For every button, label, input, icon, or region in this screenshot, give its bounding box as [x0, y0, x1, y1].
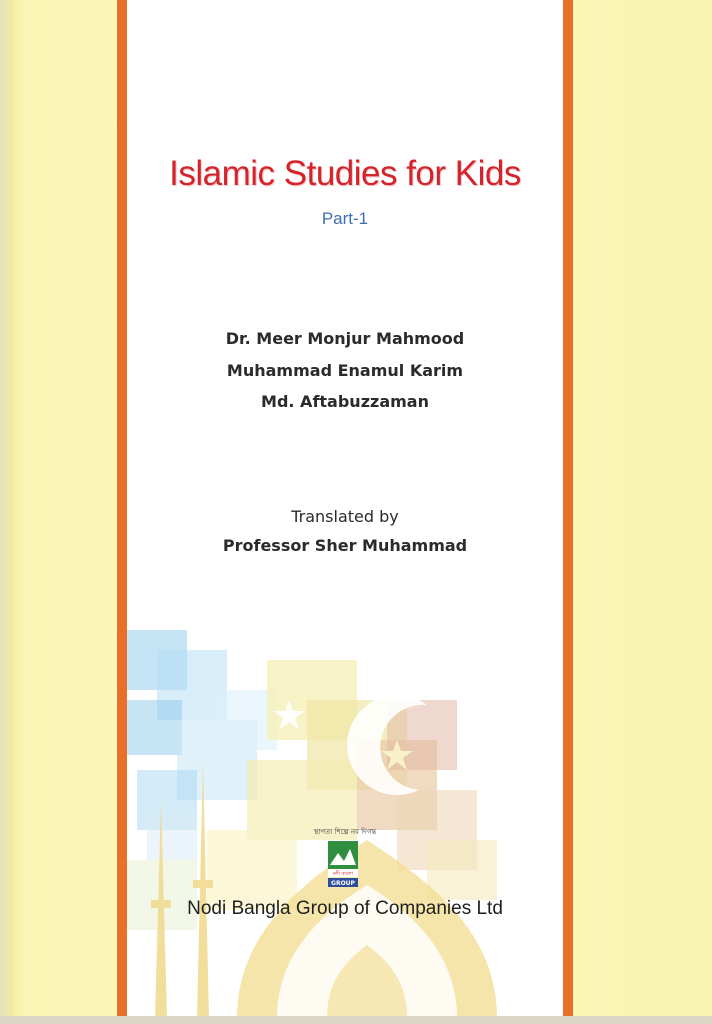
left-edge-shadow [0, 0, 14, 1024]
book-part: Part-1 [321, 209, 369, 228]
publisher-name: Nodi Bangla Group of Companies Ltd [187, 898, 503, 919]
author-3: Md. Aftabuzzaman [261, 392, 429, 411]
author-2: Muhammad Enamul Karim [226, 361, 464, 380]
left-orange-band [117, 0, 127, 1018]
author-1: Dr. Meer Monjur Mahmood [225, 329, 465, 348]
logo-mark-text: নদী বাংলা [332, 871, 354, 877]
cover-panel [127, 0, 563, 1018]
translated-by-label: Translated by [291, 507, 399, 526]
book-title: Islamic Studies for Kids [169, 154, 521, 193]
right-orange-band [563, 0, 573, 1018]
logo-caption: স্থাপত্য শিল্পে নব দিগন্ত [313, 828, 377, 836]
bottom-edge [0, 1016, 712, 1024]
logo-group-text: GROUP [331, 880, 355, 887]
translator-name: Professor Sher Muhammad [222, 536, 468, 555]
company-logo-icon [326, 841, 360, 887]
